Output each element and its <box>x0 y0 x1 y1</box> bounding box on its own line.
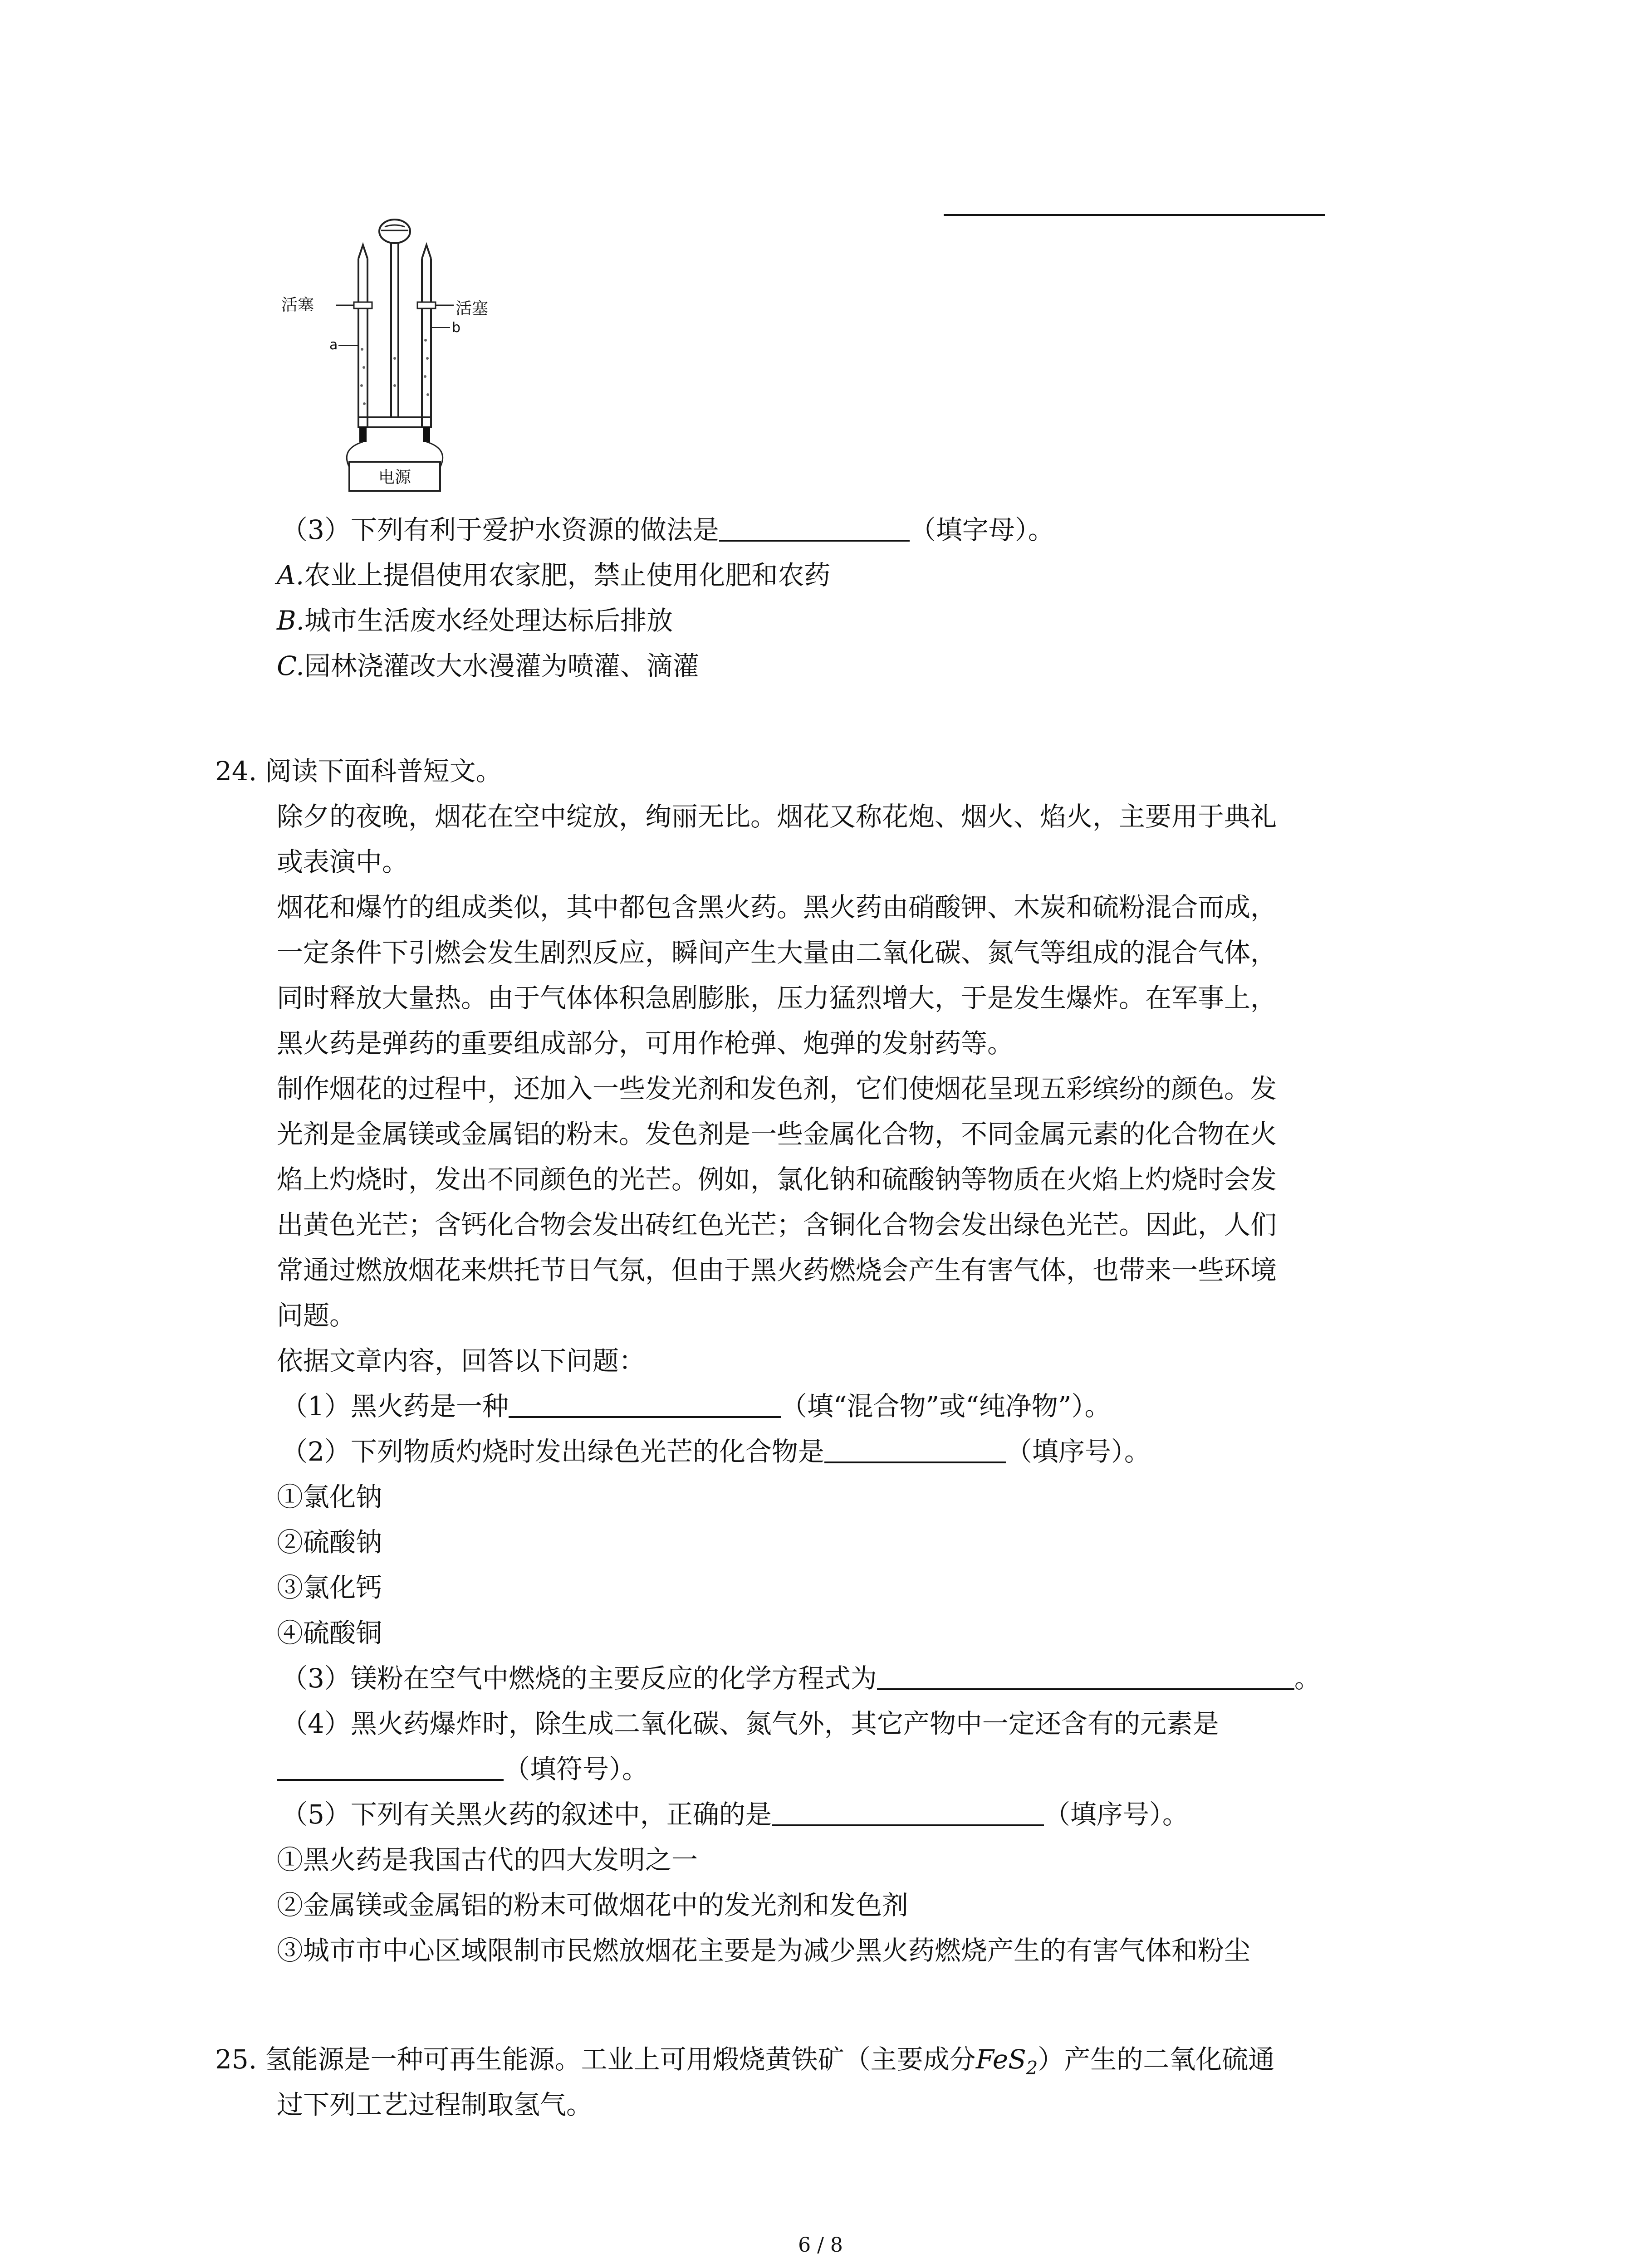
q24-part2-option: ①氯化钠 <box>277 1481 382 1512</box>
q23-option-b-letter: B. <box>277 605 305 636</box>
q24-body-line: 一定条件下引燃会发生剧烈反应，瞬间产生大量由二氧化碳、氮气等组成的混合气体， <box>277 937 1277 968</box>
q24-part3-text: （3）镁粉在空气中燃烧的主要反应的化学方程式为 <box>281 1663 877 1694</box>
q24-body-line: 同时释放大量热。由于气体体积急剧膨胀，压力猛烈增大，于是发生爆炸。在军事上， <box>277 982 1277 1013</box>
q24-part2-option: ④硫酸铜 <box>277 1618 382 1648</box>
q24-body-line: 除夕的夜晚，烟花在空中绽放，绚丽无比。烟花又称花炮、烟火、焰火，主要用于典礼 <box>277 801 1277 832</box>
q24-part2-option: ②硫酸钠 <box>277 1527 382 1558</box>
q24-part4-blank[interactable] <box>277 1752 504 1781</box>
q24-part3 <box>281 1660 1321 1696</box>
q25-text-end: ）产生的二氧化硫通 <box>1038 2044 1275 2075</box>
q24-body-line: 烟花和爆竹的组成类似，其中都包含黑火药。黑火药由硝酸钾、木炭和硫粉混合而成， <box>277 892 1277 923</box>
q25-text: 25. 氢能源是一种可再生能源。工业上可用煅烧黄铁矿（主要成分 <box>215 2044 976 2075</box>
figure-stopcock-right-label: 活塞 <box>456 299 489 318</box>
q24-part4-hint: （填符号）。 <box>504 1754 649 1784</box>
q24-body-line: 依据文章内容，回答以下问题： <box>277 1345 646 1376</box>
figure-label-a: a <box>329 337 338 353</box>
q25-formula-main: FeS <box>975 2044 1026 2075</box>
figure-power-label: 电源 <box>378 468 411 487</box>
q24-body-line: 黑火药是弹药的重要组成部分，可用作枪弹、炮弹的发射药等。 <box>277 1028 1014 1059</box>
q25-line2: 过下列工艺过程制取氢气。 <box>277 2089 593 2120</box>
q23-part3 <box>281 512 1054 548</box>
q23-option-c <box>277 648 699 684</box>
q24-part2-text: （2）下列物质灼烧时发出绿色光芒的化合物是 <box>281 1436 824 1467</box>
q24-part2-hint: （填序号）。 <box>1005 1436 1151 1467</box>
q24-body-line: 制作烟花的过程中，还加入一些发光剂和发色剂，它们使烟花呈现五彩缤纷的颜色。发 <box>277 1073 1277 1104</box>
q24-part2-option: ③氯化钙 <box>277 1572 382 1603</box>
q24-part5-text: （5）下列有关黑火药的叙述中，正确的是 <box>281 1799 772 1830</box>
q25-formula <box>975 2044 1038 2079</box>
page-number: 6 / 8 <box>798 2234 843 2257</box>
q24-part5-option: ①黑火药是我国古代的四大发明之一 <box>277 1844 698 1875</box>
q23-option-c-letter: C. <box>277 650 304 681</box>
q23-option-c-text: 园林浇灌改大水漫灌为喷灌、滴灌 <box>304 650 699 681</box>
q24-body-line: 焰上灼烧时，发出不同颜色的光芒。例如，氯化钠和硫酸钠等物质在火焰上灼烧时会发 <box>277 1164 1277 1195</box>
q24-part5-option: ②金属镁或金属铝的粉末可做烟花中的发光剂和发色剂 <box>277 1890 909 1921</box>
figure-label-b: b <box>452 320 461 336</box>
q24-heading: 24. 阅读下面科普短文。 <box>215 756 502 787</box>
q23-part3-hint: （填字母）。 <box>909 514 1054 545</box>
q23-part3-blank[interactable] <box>719 513 910 542</box>
q24-part1-blank[interactable] <box>509 1389 781 1418</box>
q24-part3-hint: 。 <box>1294 1663 1321 1694</box>
q23-option-b-text: 城市生活废水经处理达标后排放 <box>304 605 673 636</box>
q24-part5-blank[interactable] <box>772 1797 1044 1826</box>
q24-part4: （4）黑火药爆炸时，除生成二氧化碳、氮气外，其它产物中一定还含有的元素是 <box>281 1708 1219 1739</box>
q24-body-line: 光剂是金属镁或金属铝的粉末。发色剂是一些金属化合物，不同金属元素的化合物在火 <box>277 1119 1277 1149</box>
q24-part1-text: （1）黑火药是一种 <box>281 1391 509 1422</box>
q24-part1-hint: （填“混合物”或“纯净物”）。 <box>780 1391 1111 1422</box>
figure-stopcock-left-label: 活塞 <box>281 296 314 314</box>
q23-part3-text: （3）下列有利于爱护水资源的做法是 <box>281 514 719 545</box>
q23-option-a <box>277 557 830 593</box>
q24-body-line: 或表演中。 <box>277 846 409 877</box>
q24-part5-option: ③城市市中心区域限制市民燃放烟花主要是为减少黑火药燃烧产生的有害气体和粉尘 <box>277 1935 1251 1966</box>
q23-option-a-text: 农业上提倡使用农家肥，禁止使用化肥和农药 <box>304 560 831 591</box>
electrolysis-apparatus-figure <box>272 213 490 503</box>
q25-formula-subscript: 2 <box>1026 2058 1038 2079</box>
q24-part5-hint: （填序号）。 <box>1043 1799 1189 1830</box>
q24-body-line: 出黄色光芒；含钙化合物会发出砖红色光芒；含铜化合物会发出绿色光芒。因此，人们 <box>277 1209 1277 1240</box>
q24-part5 <box>281 1796 1189 1833</box>
q24-part2-blank[interactable] <box>824 1434 1006 1463</box>
q25-line1 <box>215 2041 1274 2087</box>
q24-part1 <box>281 1388 1111 1424</box>
q23-option-a-letter: A. <box>277 560 304 591</box>
q24-body-line: 常通过燃放烟花来烘托节日气氛，但由于黑火药燃烧会产生有害气体，也带来一些环境 <box>277 1255 1277 1286</box>
q24-part4-answer <box>277 1751 648 1787</box>
q24-body-line: 问题。 <box>277 1300 356 1331</box>
q23-option-b <box>277 602 673 639</box>
q24-part2 <box>281 1433 1151 1470</box>
answer-blank-line[interactable] <box>944 214 1325 216</box>
q24-part3-blank[interactable] <box>877 1661 1294 1690</box>
